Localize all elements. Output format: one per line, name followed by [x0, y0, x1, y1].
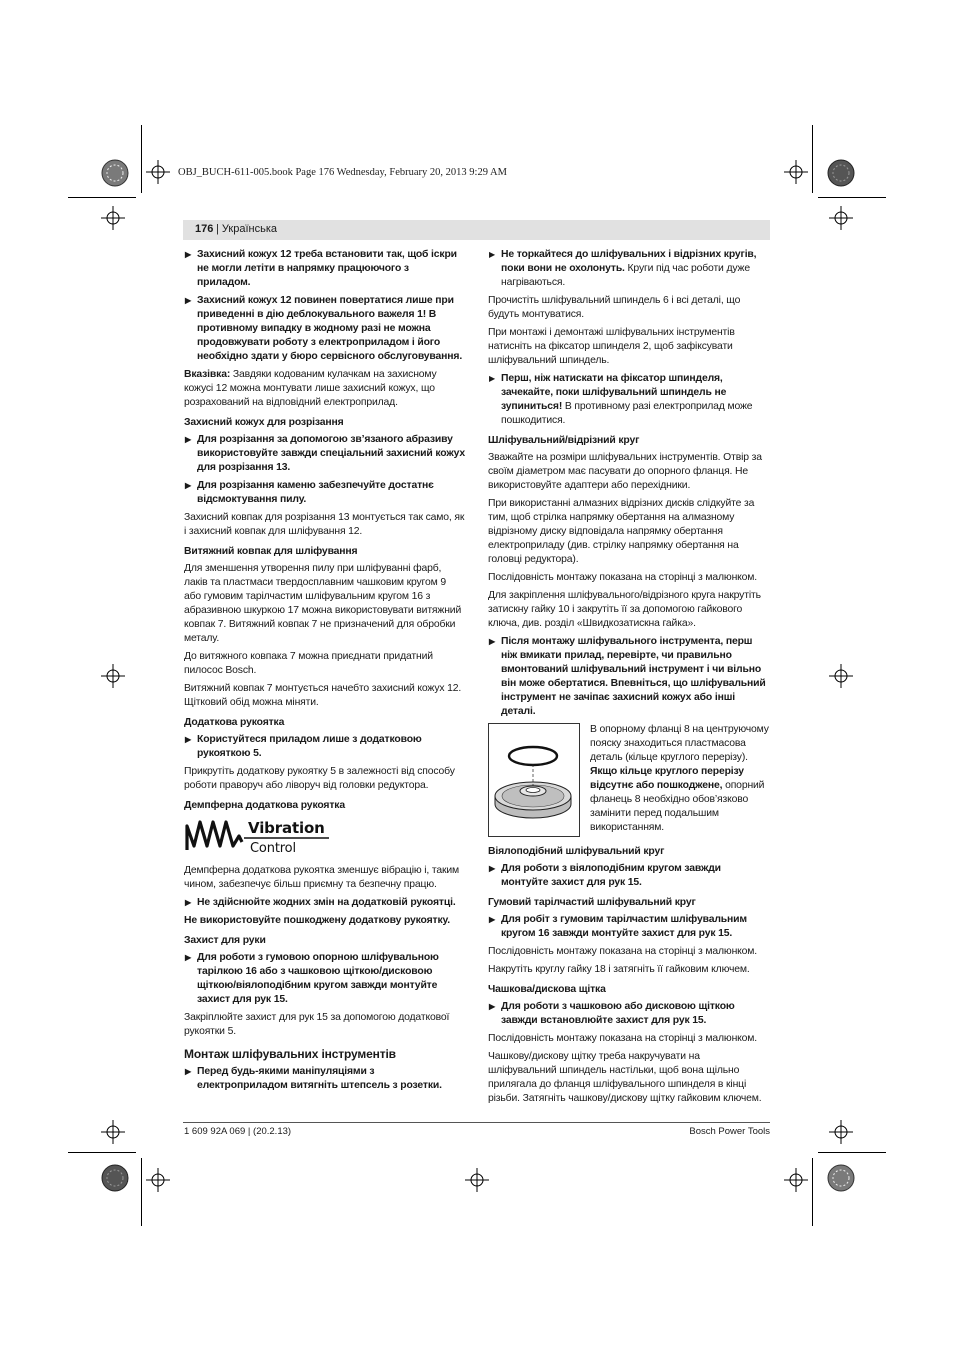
bullet-no-modifications: ▶ Не здійснюйте жодних змін на додатковій рукоятці. — [184, 896, 465, 910]
footer-rule — [183, 1122, 770, 1123]
o-ring-block — [488, 723, 769, 839]
note-paragraph — [184, 368, 465, 410]
crosshair-icon — [146, 1168, 170, 1192]
para-clamp-nut: Для закріплення шліфувального/відрізного круга накрутіть затискну гайку 10 і закрутіть її за допомогою гайкового ключа, див. розділ «Швидкозатискна гайка». — [488, 590, 761, 629]
para-spindle-lock: При монтажі і демонтажі шліфувальних інструментів натисніть на фіксатор шпинделя 2, щоб зафіксувати шліфувальний шпиндель. — [488, 327, 735, 366]
note-label: Вказівка: — [184, 369, 231, 380]
crosshair-icon — [101, 664, 125, 688]
crop-line — [68, 1152, 136, 1153]
para-mount-sequence-1: Послідовність монтажу показана на сторінці з малюнком. — [488, 572, 758, 583]
page-number: 176 — [195, 223, 214, 235]
vibration-control-logo — [184, 816, 465, 856]
heading-aux-handle: Додаткова рукоятка — [184, 717, 285, 728]
bullet-stone-dust: ▶ Для розрізання каменю забезпечуйте достатнє відсмоктування пилу. — [184, 479, 465, 507]
para-mount-sequence-3: Послідовність монтажу показана на сторінці з малюнком. — [488, 1033, 758, 1044]
logo-word-vibration: Vibration — [248, 819, 325, 837]
para-mount-sequence-2: Послідовність монтажу показана на сторінці з малюнком. — [488, 946, 758, 957]
crop-line — [141, 125, 142, 193]
para-hand-guard: Закріплюйте захист для рук 15 за допомогою додаткової рукоятки 5. — [184, 1012, 450, 1037]
o-ring-text-bold: Якщо кільце круглого перерізу відсутнє або пошкоджене, — [590, 766, 744, 791]
footer-left: 1 609 92A 069 | (20.2.13) — [184, 1126, 292, 1137]
crop-line — [812, 125, 813, 193]
para-extraction-2: До витяжного ковпака 7 можна приєднати придатний пилосос Bosch. — [184, 651, 433, 676]
bullet-unplug: ▶ Перед будь-якими маніпуляціями з електроприладом витягніть штепсель з розетки. — [184, 1065, 465, 1093]
o-ring-text-c: опорний фланець 8 необхідно обов’язково замінити перед подальшим використанням. — [590, 780, 765, 833]
heading-hand-guard: Захист для руки — [184, 935, 266, 946]
bullet-hand-guard: ▶ Для роботи з гумовою опорною шліфувальною тарілкою 16 або з чашковою щіткою/дисковою щіткою/віялоподібним кругом завжди монтуйте захист для рук 15. — [184, 951, 465, 1007]
crosshair-icon — [829, 206, 853, 230]
heading-cut-guard: Захисний кожух для розрізання — [184, 417, 344, 428]
bullet-check-mounting: ▶ Після монтажу шліфувального інструмента, перш ніж вмикати прилад, перевірте, чи правильно вмонтований шліфувальний інструмент і чи вільно він може обертатися. Впевніться, що шліфувальний інструмент не зачіпає захисний кожух або інші деталі. — [488, 635, 769, 719]
o-ring-illustration — [488, 723, 580, 837]
heading-brush: Чашкова/дискова щітка — [488, 984, 606, 995]
crosshair-icon — [146, 160, 170, 184]
heading-grinding-disc: Шліфувальний/відрізний круг — [488, 435, 640, 446]
vibration-wave-icon — [187, 822, 242, 850]
bullet-wait-spindle-bold: Перш, ніж натискати на фіксатор шпинделя, зачекайте, поки шліфувальний шпиндель не зупиниться! — [501, 373, 727, 412]
print-info: OBJ_BUCH-611-005.book Page 176 Wednesday, February 20, 2013 9:29 AM — [178, 167, 507, 178]
para-damaged-handle: Не використовуйте пошкоджену додаткову рукоятку. — [184, 915, 450, 926]
footer-right: Bosch Power Tools — [689, 1126, 770, 1137]
heading-flap-disc: Віялоподібний шліфувальний круг — [488, 846, 665, 857]
left-column — [184, 248, 465, 1097]
crosshair-icon — [101, 1120, 125, 1144]
heading-extraction-hood: Витяжний ковпак для шліфування — [184, 546, 358, 557]
bullet-guard-rotation: ▶ Захисний кожух 12 повинен повертатися лише при приведенні в дію деблокувального важеля 1! В противному випадку в жодному разі не можна продовжувати роботу з електроприладом і його необхідно здати у бюро сервісного обслуговування. — [184, 294, 465, 364]
bullet-wait-spindle — [488, 372, 769, 428]
bullet-wait-spindle-text: В противному разі електроприлад може пошкодитися. — [501, 401, 753, 426]
bullet-guard-direction: ▶ Захисний кожух 12 треба встановити так, щоб іскри не могли летіти в напрямку працюючого з приладом. — [184, 248, 465, 290]
page-header — [183, 220, 770, 240]
o-ring-text-a: В опорному фланці 8 на центруючому пояску знаходиться пластмасова деталь (кільце круглого перерізу). — [590, 724, 769, 763]
registration-target-icon — [826, 1163, 856, 1193]
crosshair-icon — [101, 206, 125, 230]
bullet-aux-handle: ▶ Користуйтеся приладом лише з додатковою рукояткою 5. — [184, 733, 465, 761]
registration-target-icon — [100, 158, 130, 188]
bullet-hot-discs — [488, 248, 769, 290]
crosshair-icon — [465, 1168, 489, 1192]
para-extraction-1: Для зменшення утворення пилу при шліфуванні фарб, лаків та пластмаси твердосплавним чашковим кругом 9 або гумовим тарілчастим шліфувальним кругом 16 з абразивною шкуркою 17 можна використовувати витяжний ковпак 7. Витяжний ковпак 7 не призначений для обробки металу. — [184, 563, 462, 644]
crosshair-icon — [784, 1168, 808, 1192]
crop-line — [812, 1158, 813, 1226]
crop-line — [141, 1158, 142, 1226]
heading-damping-handle: Демпферна додаткова рукоятка — [184, 800, 345, 811]
para-extraction-3: Витяжний ковпак 7 монтується начебто захисний кожух 12. Щітковий обід можна міняти. — [184, 683, 462, 708]
para-aux-handle: Прикрутіть додаткову рукоятку 5 в залежності від способу роботи праворуч або ліворуч від головки редуктора. — [184, 766, 455, 791]
heading-mounting: Монтаж шліфувальних інструментів — [184, 1047, 396, 1061]
bullet-brush: ▶ Для роботи з чашковою або дисковою щіткою завжди встановлюйте захист для рук 15. — [488, 1000, 769, 1028]
crop-line — [818, 197, 886, 198]
crosshair-icon — [829, 1120, 853, 1144]
language-label: | Українська — [216, 223, 277, 235]
para-brush-mounting: Чашкову/дискову щітку треба накручувати на шліфувальний шпиндель настільки, щоб вона щільно прилягала до фланця шліфувального шпинделя в кінці різьби. Затягніть чашкову/дискову щітку гайковим ключем. — [488, 1051, 762, 1104]
crop-line — [68, 197, 136, 198]
crop-line — [818, 1152, 886, 1153]
registration-target-icon — [100, 1163, 130, 1193]
bullet-flap-disc: ▶ Для роботи з віялоподібним кругом завжди монтуйте захист для рук 15. — [488, 862, 769, 890]
para-diamond-discs: При використанні алмазних відрізних дисків слідкуйте за тим, щоб стрілка напрямку обертання на алмазному відрізному диску відповідала напрямку обертання електроприладу (див. стрілку напрямку обертання на головці редуктора). — [488, 498, 755, 565]
logo-word-control: Control — [250, 841, 296, 856]
heading-rubber-pad: Гумовий тарілчастий шліфувальний круг — [488, 897, 696, 908]
bullet-hot-discs-text: Круги під час роботи дуже нагріваються. — [501, 263, 750, 288]
para-damping: Демпферна додаткова рукоятка зменшує вібрацію і, таким чином, забезпечує більш приємну та безпечну працю. — [184, 865, 460, 890]
crosshair-icon — [829, 664, 853, 688]
para-clean-spindle: Прочистіть шліфувальний шпиндель 6 і всі деталі, що будуть монтуватися. — [488, 295, 741, 320]
bullet-cut-guard: ▶ Для розрізання за допомогою зв’язаного абразиву використовуйте завжди спеціальний захисний кожух для розрізання 13. — [184, 433, 465, 475]
crosshair-icon — [784, 160, 808, 184]
para-disc-dimensions: Зважайте на розміри шліфувальних інструментів. Отвір за своїм діаметром має пасувати до опорного фланця. Не використовуйте адаптери або перехідники. — [488, 452, 762, 491]
para-round-nut: Накрутіть круглу гайку 18 і затягніть її гайковим ключем. — [488, 964, 750, 975]
para-cut-guard: Захисний ковпак для розрізання 13 монтується так само, як і захисний ковпак для шліфування 12. — [184, 512, 465, 537]
bullet-rubber-pad: ▶ Для робіт з гумовим тарілчастим шліфувальним кругом 16 завжди монтуйте захист для рук 15. — [488, 913, 769, 941]
note-text: Завдяки кодованим кулачкам на захисному кожусі 12 можна монтувати лише захисний кожух, що розрахований на відповідний електроприлад. — [184, 369, 437, 408]
right-column — [488, 248, 769, 1110]
bullet-hot-discs-bold: Не торкайтеся до шліфувальних і відрізних кругів, поки вони не охолонуть. — [501, 249, 757, 274]
registration-target-icon — [826, 158, 856, 188]
